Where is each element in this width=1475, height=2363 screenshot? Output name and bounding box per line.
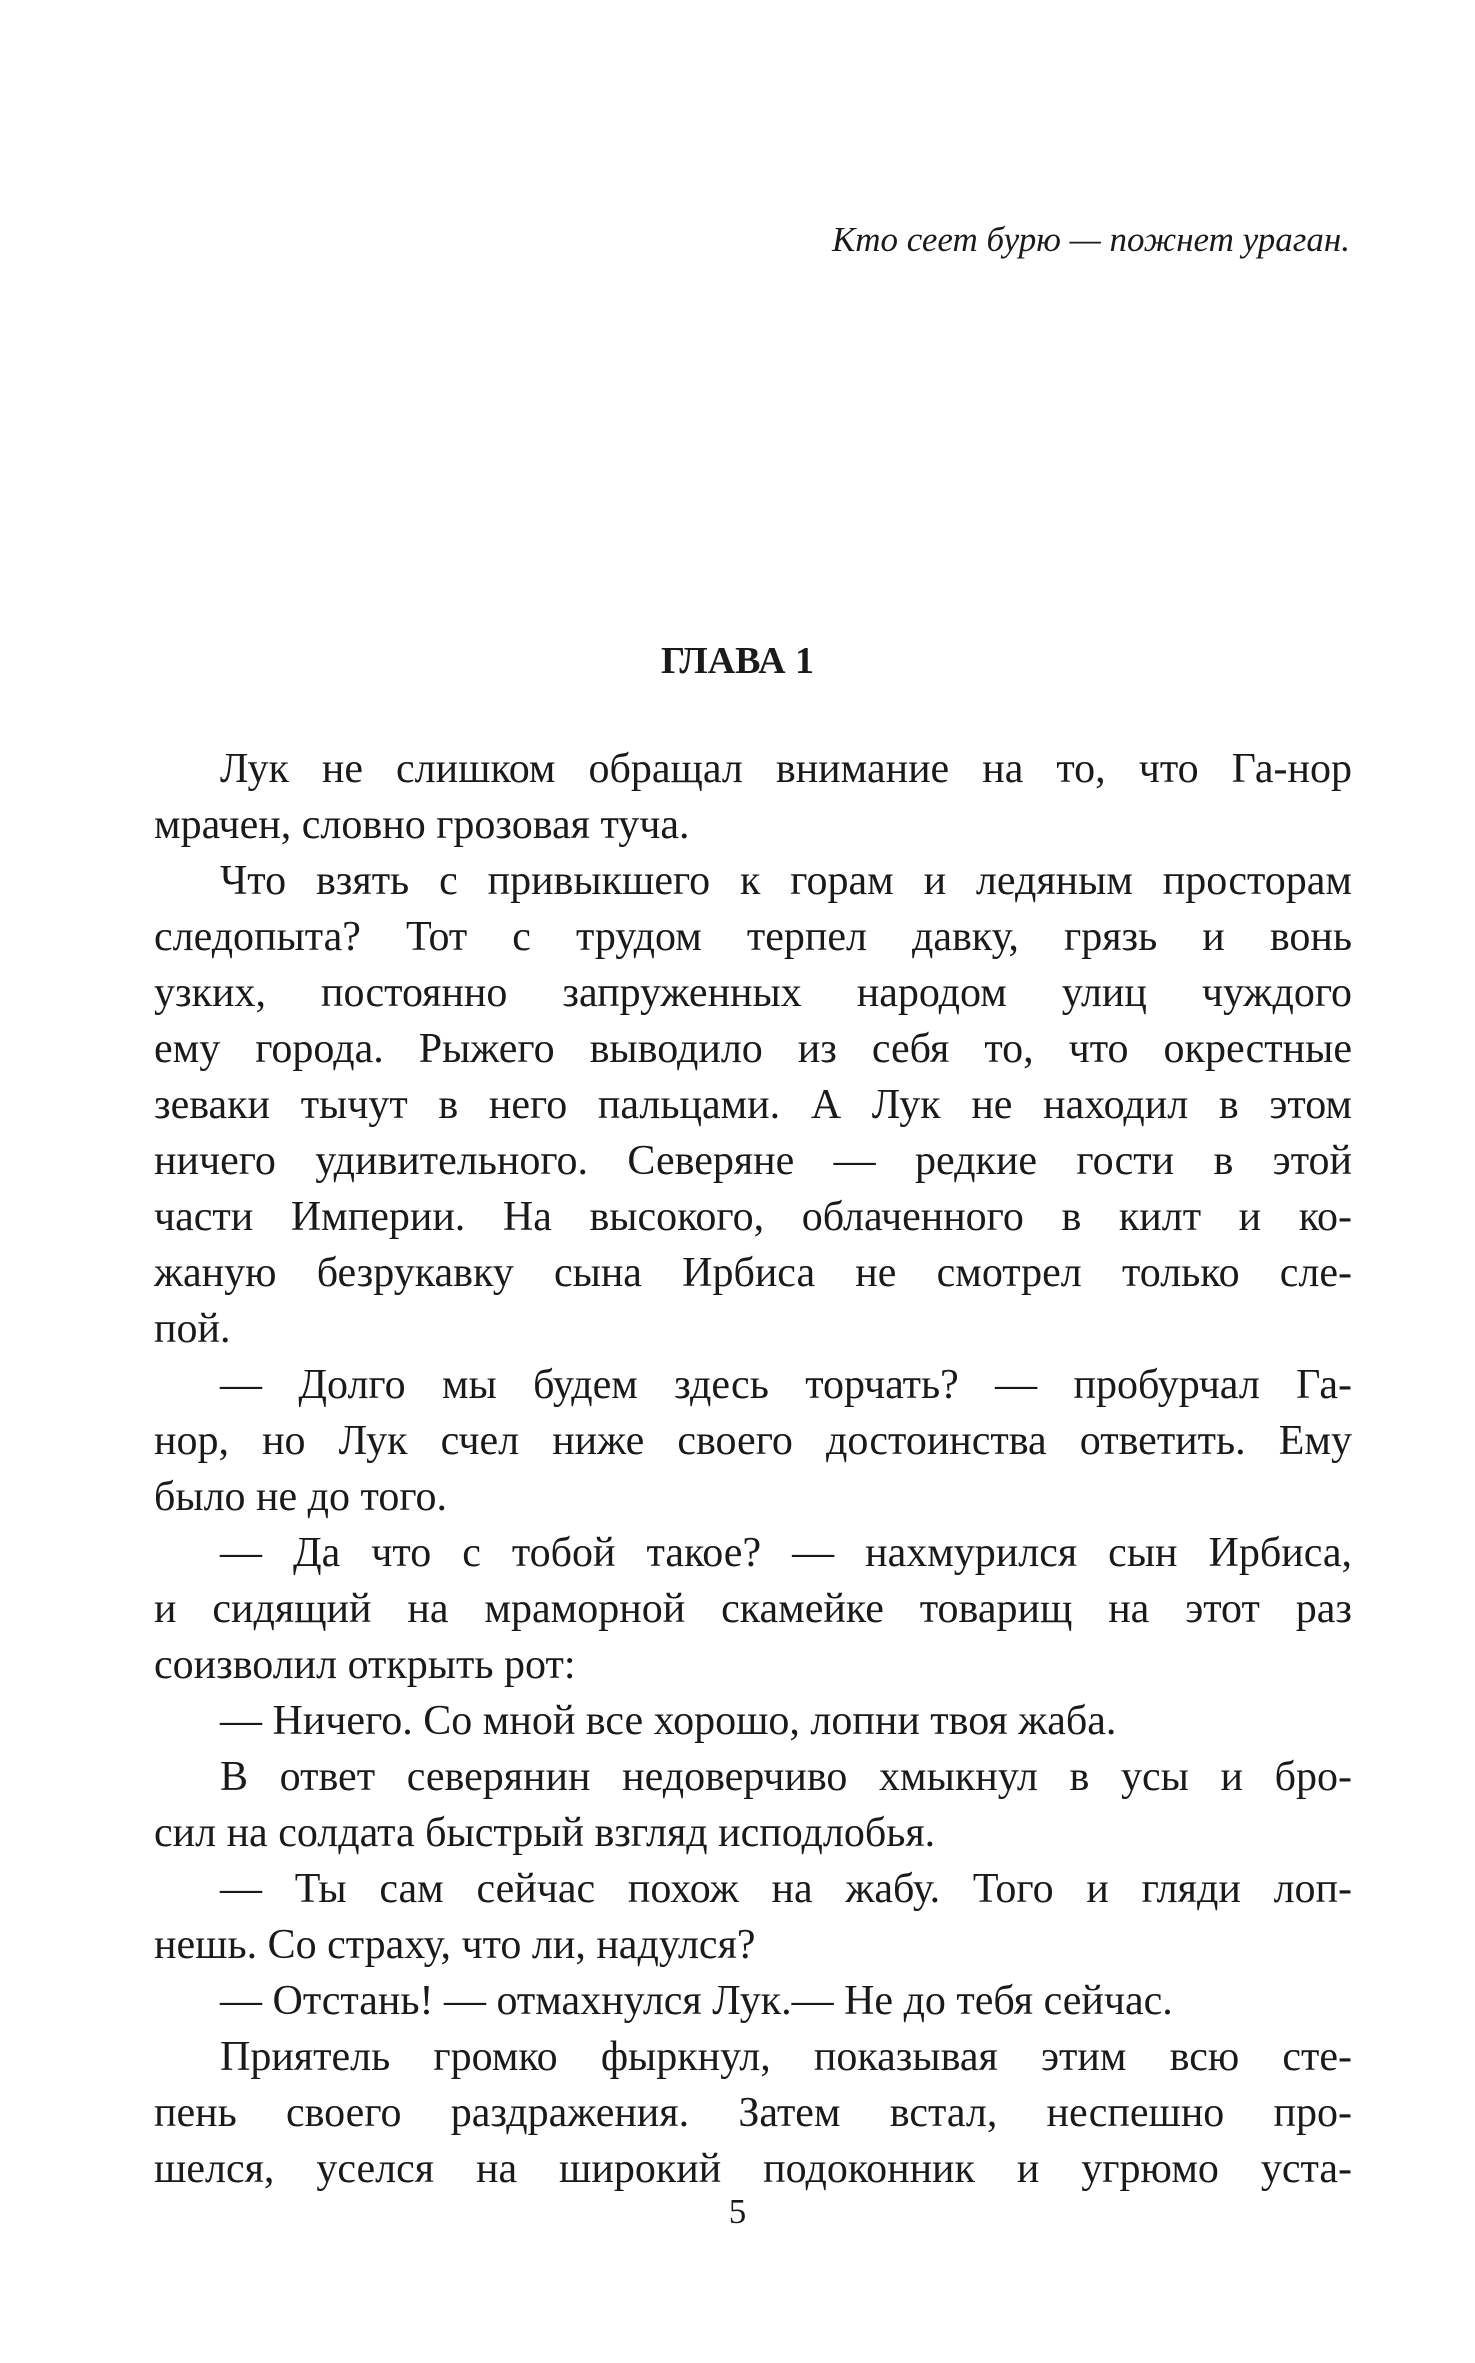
text-line: — Ты сам сейчас похож на жабу. Того и гляди лоп- [220,1866,1352,1912]
text-line: Лук не слишком обращал внимание на то, что Га-нор [220,746,1352,792]
text-line: В ответ северянин недоверчиво хмыкнул в усы и бро- [220,1754,1352,1800]
text-line: узких, постоянно запруженных народом улиц чуждого [154,970,1352,1016]
text-line: пень своего раздражения. Затем встал, неспешно про- [154,2090,1352,2136]
text-line: жаную безрукавку сына Ирбиса не смотрел только сле- [154,1250,1352,1296]
text-line: Что взять с привыкшего к горам и ледяным просторам [220,858,1352,904]
chapter-title: ГЛАВА 1 [660,640,815,682]
body-text [154,741,1352,2197]
text-line: пой. [154,1306,231,1352]
text-line: и сидящий на мраморной скамейке товарищ на этот раз [154,1586,1352,1632]
text-line: зеваки тычут в него пальцами. А Лук не находил в этом [154,1082,1352,1128]
text-line: — Ничего. Со мной все хорошо, лопни твоя жаба. [220,1698,1117,1744]
text-line: — Да что с тобой такое? — нахмурился сын Ирбиса, [220,1530,1352,1576]
text-line: шелся, уселся на широкий подоконник и угрюмо уста- [154,2146,1352,2192]
text-line: нор, но Лук счел ниже своего достоинства ответить. Ему [154,1418,1352,1464]
text-line: мрачен, словно грозовая туча. [154,802,690,848]
text-line: — Долго мы будем здесь торчать? — пробурчал Га- [220,1362,1352,1408]
text-line: ничего удивительного. Северяне — редкие гости в этой [154,1138,1352,1184]
text-line: Приятель громко фыркнул, показывая этим всю сте- [220,2034,1352,2080]
page-number: 5 [728,2192,747,2231]
text-line: ему города. Рыжего выводило из себя то, что окрестные [154,1026,1352,1072]
epigraph: Кто сеет бурю — пожнет ураган. [832,220,1350,259]
text-line: было не до того. [154,1474,448,1520]
text-line: части Империи. На высокого, облаченного в килт и ко- [154,1194,1352,1240]
text-line: — Отстань! — отмахнулся Лук.— Не до тебя сейчас. [220,1978,1173,2024]
text-line: следопыта? Тот с трудом терпел давку, грязь и вонь [154,914,1352,960]
text-line: сил на солдата быстрый взгляд исподлобья. [154,1810,936,1856]
text-line: нешь. Со страху, что ли, надулся? [154,1922,756,1968]
text-line: соизволил открыть рот: [154,1642,576,1688]
